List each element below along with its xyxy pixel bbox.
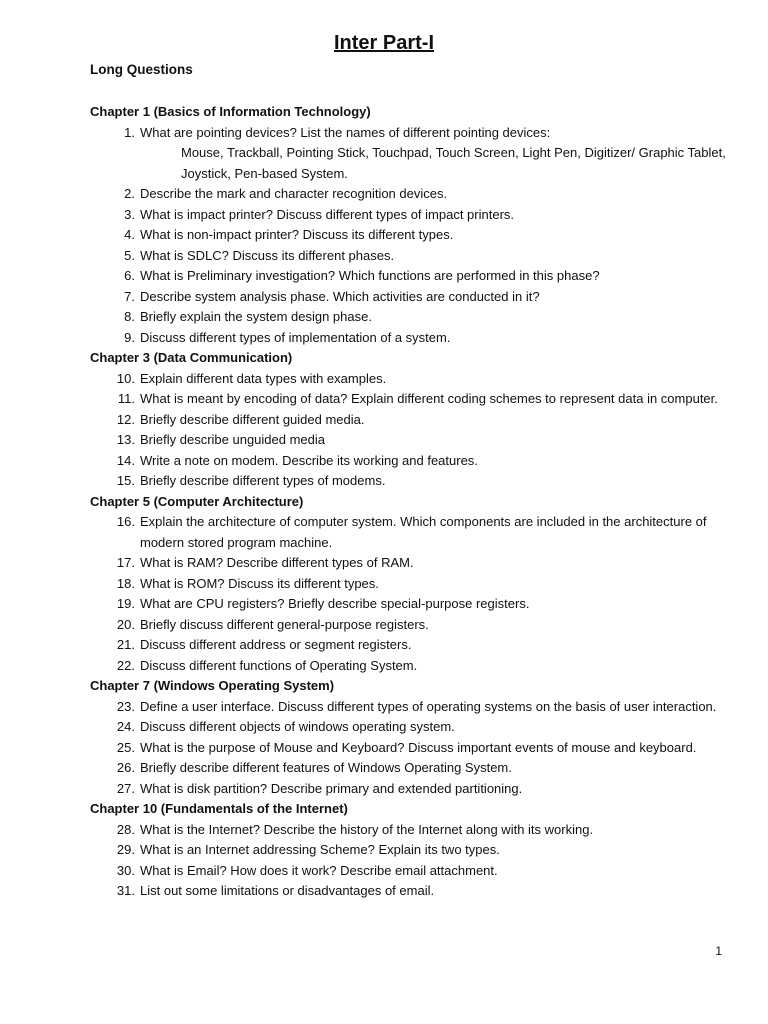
question-item <box>90 389 730 410</box>
question-number: 11. <box>117 391 135 406</box>
question-item <box>90 471 730 492</box>
question-number: 15. <box>116 473 135 488</box>
question-text: What is an Internet addressing Scheme? Explain its two types. <box>140 842 500 857</box>
question-item <box>90 369 730 390</box>
question-number: 25. <box>116 739 135 755</box>
question-number: 31. <box>116 883 135 898</box>
question-text: Briefly describe different types of modems. <box>140 473 386 488</box>
question-text: Discuss different address or segment registers. <box>140 637 412 652</box>
question-number: 22. <box>116 657 135 673</box>
question-text: What is RAM? Describe different types of RAM. <box>140 555 414 570</box>
question-number: 12. <box>116 411 135 427</box>
question-number: 20. <box>116 616 135 632</box>
question-item <box>90 512 730 553</box>
chapter-heading: Chapter 1 (Basics of Information Technology) <box>90 104 371 119</box>
question-number: 27. <box>116 780 135 796</box>
question-text: Discuss different objects of windows operating system. <box>140 719 455 734</box>
question-item <box>90 184 730 205</box>
question-number: 23. <box>116 698 135 714</box>
question-item <box>90 225 730 246</box>
question-item <box>90 430 730 451</box>
page-title: Inter Part-I <box>333 32 435 54</box>
question-item <box>90 410 730 431</box>
question-number: 18. <box>116 575 135 591</box>
question-number: 1. <box>124 124 135 140</box>
page-number: 1 <box>715 944 722 958</box>
question-item <box>90 779 730 800</box>
question-text: Briefly describe unguided media <box>140 432 325 447</box>
question-item <box>90 615 730 636</box>
question-subtext: Mouse, Trackball, Pointing Stick, Touchpad, Touch Screen, Light Pen, Digitizer/ Graphic Tablet, Joystick, Pen-based System. <box>181 145 726 181</box>
question-item <box>90 287 730 308</box>
question-number: 9. <box>124 329 135 345</box>
question-item <box>90 656 730 677</box>
question-text: Briefly describe different guided media. <box>140 411 365 427</box>
question-item <box>90 594 730 615</box>
question-number: 2. <box>124 186 135 201</box>
question-text: What are pointing devices? List the names of different pointing devices: <box>140 124 551 140</box>
question-number: 30. <box>116 862 135 878</box>
question-text: What is the purpose of Mouse and Keyboard? Discuss important events of mouse and keyboard. <box>140 739 697 755</box>
question-number: 17. <box>116 555 135 570</box>
chapter-heading: Chapter 10 (Fundamentals of the Internet) <box>90 801 348 816</box>
question-item <box>90 205 730 226</box>
question-item <box>90 553 730 574</box>
question-number: 26. <box>116 760 135 775</box>
question-text: Describe system analysis phase. Which activities are conducted in it? <box>140 288 540 304</box>
question-number: 6. <box>124 268 135 283</box>
question-item <box>90 738 730 759</box>
question-item <box>90 881 730 902</box>
question-item <box>90 246 730 267</box>
question-number: 16. <box>116 514 135 529</box>
question-text: What is Email? How does it work? Describe email attachment. <box>140 862 498 878</box>
question-number: 24. <box>116 719 135 734</box>
question-number: 7. <box>124 288 135 304</box>
question-text: What is meant by encoding of data? Explain different coding schemes to represent data in computer. <box>140 391 718 406</box>
question-text: Define a user interface. Discuss different types of operating systems on the basis of user interaction. <box>140 698 717 714</box>
question-text: Discuss different functions of Operating System. <box>140 657 418 673</box>
question-item <box>90 697 730 718</box>
question-number: 13. <box>116 432 135 447</box>
question-text: Describe the mark and character recognition devices. <box>140 186 448 201</box>
question-number: 19. <box>116 596 135 611</box>
question-item <box>90 574 730 595</box>
question-item <box>90 717 730 738</box>
question-item <box>90 451 730 472</box>
question-number: 28. <box>116 821 135 837</box>
question-text: Briefly explain the system design phase. <box>140 309 372 324</box>
question-text: What is SDLC? Discuss its different phases. <box>140 247 395 263</box>
chapter-heading: Chapter 5 (Computer Architecture) <box>90 493 304 509</box>
question-number: 8. <box>124 309 135 324</box>
chapter-heading: Chapter 3 (Data Communication) <box>90 350 293 365</box>
question-number: 4. <box>124 227 135 242</box>
question-item <box>90 758 730 779</box>
question-text: Explain different data types with examples. <box>140 370 387 386</box>
question-number: 10. <box>116 370 135 386</box>
question-item <box>90 123 730 144</box>
question-number: 21. <box>116 637 135 652</box>
question-text: What is ROM? Discuss its different types. <box>140 575 379 591</box>
question-text: List out some limitations or disadvantages of email. <box>140 883 435 898</box>
question-text: What is non-impact printer? Discuss its different types. <box>140 227 454 242</box>
question-item <box>90 861 730 882</box>
question-text: Briefly describe different features of Windows Operating System. <box>140 760 512 775</box>
question-list <box>90 102 730 902</box>
question-item <box>90 840 730 861</box>
question-text: What is disk partition? Describe primary and extended partitioning. <box>140 780 523 796</box>
question-item <box>90 307 730 328</box>
question-number: 14. <box>116 452 135 468</box>
question-text: Briefly discuss different general-purpose registers. <box>140 616 429 632</box>
question-text: Discuss different types of implementation of a system. <box>140 329 451 345</box>
question-text: What is Preliminary investigation? Which functions are performed in this phase? <box>140 268 600 283</box>
chapter-heading: Chapter 7 (Windows Operating System) <box>90 678 335 693</box>
question-item <box>90 820 730 841</box>
question-text: What is the Internet? Describe the history of the Internet along with its working. <box>140 821 594 837</box>
question-text: What are CPU registers? Briefly describe special-purpose registers. <box>140 596 530 611</box>
question-text: Write a note on modem. Describe its working and features. <box>140 452 478 468</box>
question-item <box>90 266 730 287</box>
question-text: Explain the architecture of computer system. Which components are included in the architecture of modern stored program machine. <box>140 514 707 550</box>
question-number: 5. <box>124 247 135 263</box>
question-number: 29. <box>116 842 135 857</box>
question-text: What is impact printer? Discuss different types of impact printers. <box>140 206 515 222</box>
question-number: 3. <box>124 206 135 222</box>
question-item <box>90 635 730 656</box>
question-item <box>90 328 730 349</box>
section-subtitle: Long Questions <box>90 62 193 77</box>
